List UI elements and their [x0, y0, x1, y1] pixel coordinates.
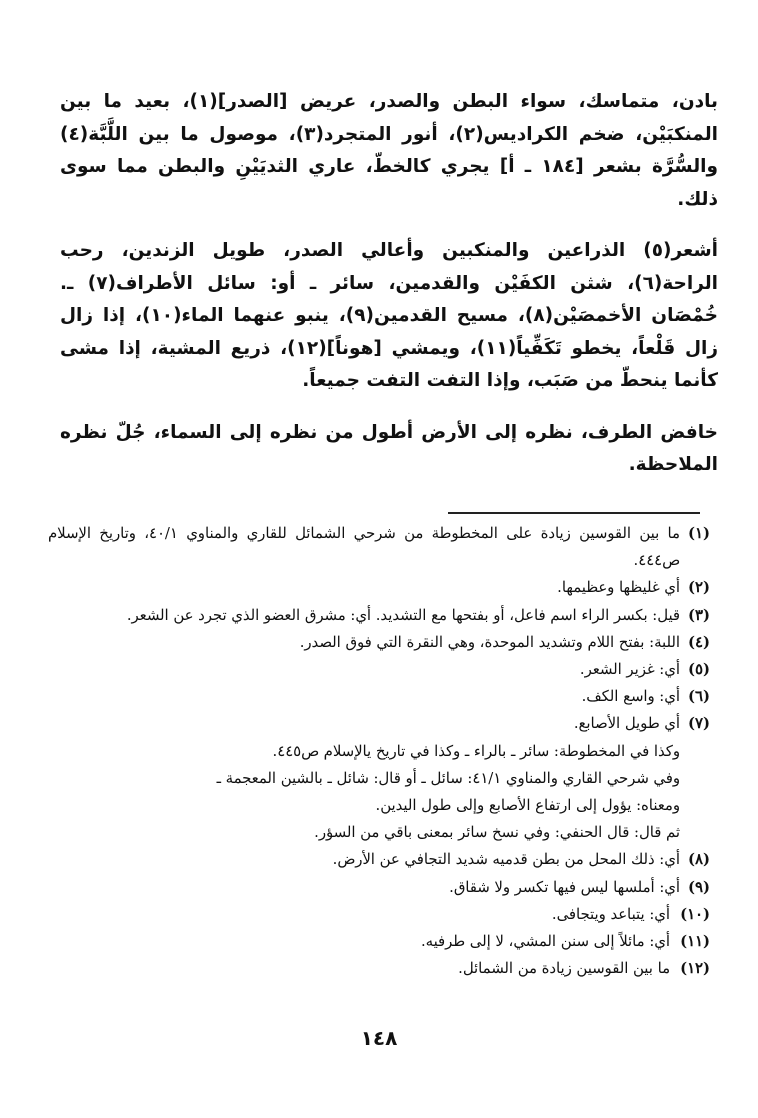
- footnote-number: (٧): [688, 715, 710, 733]
- footnote-text: أي طويل الأصابع.: [573, 715, 680, 733]
- footnote-number: (١): [688, 525, 710, 542]
- footnote-text: قيل: بكسر الراء اسم فاعل، أو بفتحها مع التشديد. أي: مشرق العضو الذي تجرد عن الشعر.: [126, 606, 680, 624]
- footnote-text: أي: يتباعد ويتجافى.: [551, 905, 670, 923]
- footnote: [48, 574, 710, 601]
- footnote-text: أي: واسع الكف.: [581, 688, 680, 706]
- footnote-number: (١١): [680, 933, 710, 951]
- footnote-separator: [448, 512, 700, 514]
- footnote: [48, 629, 710, 656]
- footnote: [48, 874, 710, 901]
- footnote-number: (٥): [688, 661, 710, 679]
- footnote: [48, 846, 710, 873]
- paragraph: أشعر(٥) الذراعين والمنكبين وأعالي الصدر، طويل الزندين، رحب الراحة(٦)، شثن الكفَيْن والقدمين، سائر ـ أو: سائل الأطراف(٧) ـ. خُمْصَان الأخمصَيْن(٨)، مسيح القدمين(٩)، ينبو عنهما الماء(١٠)، إذا زال زال قَلْعاً، يخطو تَكَفِّياً(١١)، ويمشي [هوناً](١٢)، ذريع المشية، إذا مشى كأنما ينحطّ من صَبَب، وإذا التفت التفت جميعاً.: [60, 240, 719, 391]
- footnote: [48, 955, 710, 982]
- footnote-number: (٤): [688, 633, 710, 651]
- footnote-text: أي: ذلك المحل من بطن قدميه شديد التجافي عن الأرض.: [332, 851, 680, 869]
- footnote-continuation: ومعناه: يؤول إلى ارتفاع الأصابع وإلى طول اليدين.: [375, 797, 680, 815]
- footnote-continuation: وفي شرحي القاري والمناوي ٤١/١: سائل ـ أو قال: شائل ـ بالشين المعجمة ـ: [216, 769, 680, 787]
- footnote-text: اللبة: بفتح اللام وتشديد الموحدة، وهي النقرة التي فوق الصدر.: [299, 633, 680, 651]
- footnote-number: (١٠): [680, 905, 710, 923]
- footnote-number: (٣): [688, 606, 710, 624]
- main-text: [60, 86, 718, 482]
- footnote: [48, 602, 710, 629]
- footnote-continuation: ثم قال: قال الحنفي: وفي نسخ سائر بمعنى باقي من السؤر.: [314, 824, 680, 842]
- footnote: [48, 656, 710, 683]
- footnotes: [48, 520, 710, 982]
- footnote-number: (٨): [688, 851, 710, 869]
- paragraph: بادن، متماسك، سواء البطن والصدر، عريض [الصدر](١)، بعيد ما بين المنكبَيْن، ضخم الكراديس(٢)، أنور المتجرد(٣)، موصول ما بين اللَّبَّة(٤) والسُّرَّة بشعر [١٨٤ ـ أ] يجري كالخطّ، عاري الثديَيْنِ والبطن مما سوى ذلك.: [60, 91, 718, 210]
- footnote: [48, 710, 710, 737]
- footnote-number: (١٢): [680, 960, 710, 978]
- footnote-number: (٦): [688, 688, 710, 706]
- footnote: [48, 683, 710, 710]
- footnote-number: (٩): [688, 878, 710, 896]
- footnote-number: (٢): [688, 579, 710, 597]
- footnote-text: ما بين القوسين زيادة من الشمائل.: [458, 960, 670, 978]
- footnote-text: ما بين القوسين زيادة على المخطوطة من شرحي الشمائل للقاري والمناوي ٤٠/١، وتاريخ الإسلام ص٤٤٤.: [48, 525, 680, 570]
- footnote: [48, 928, 710, 955]
- footnote: [48, 520, 710, 574]
- footnote: [48, 901, 710, 928]
- paragraph: خافض الطرف، نظره إلى الأرض أطول من نظره إلى السماء، جُلّ نظره الملاحظة.: [60, 421, 718, 475]
- footnote-text: أي غليظها وعظيمها.: [557, 579, 680, 597]
- footnote-text: أي: غزير الشعر.: [579, 661, 680, 679]
- footnote-text: أي: أملسها ليس فيها تكسر ولا شقاق.: [449, 878, 680, 896]
- footnote-text: أي: مائلاً إلى سنن المشي، لا إلى طرفيه.: [420, 933, 670, 951]
- page-number: ١٤٨: [360, 1026, 398, 1050]
- footnote-continuation: وكذا في المخطوطة: سائر ـ بالراء ـ وكذا في تاريخ يالإسلام ص٤٤٥.: [272, 742, 680, 760]
